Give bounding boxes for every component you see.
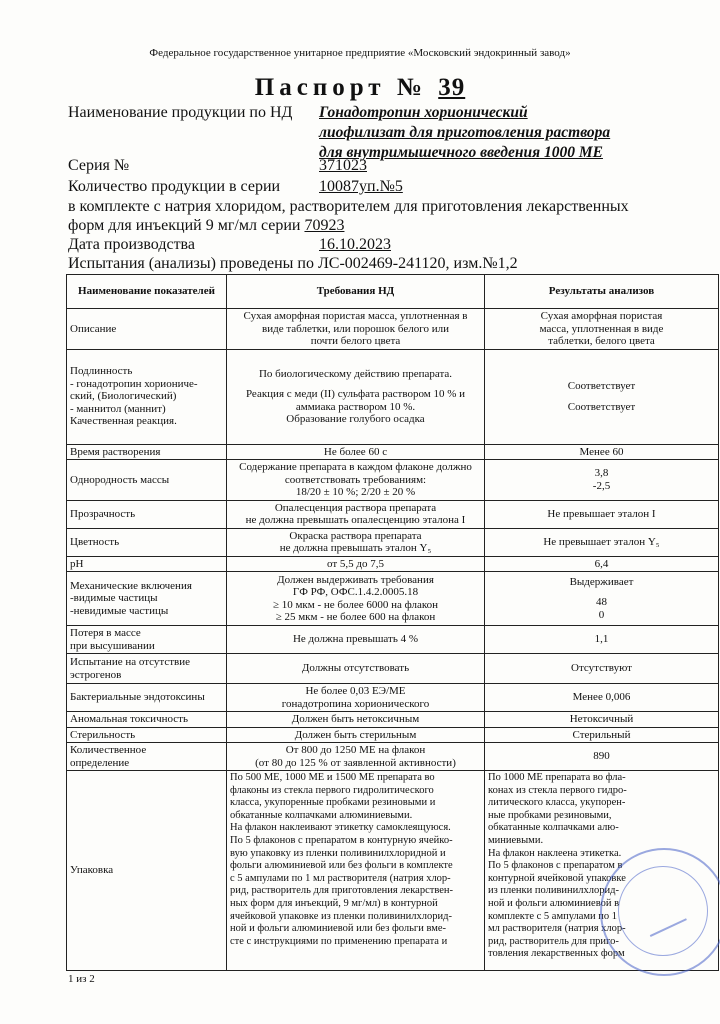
requirement-cell (227, 727, 485, 743)
result-cell (485, 444, 719, 460)
organization-name: Федеральное государственное унитарное предприятие «Московский эндокринный завод» (149, 47, 571, 59)
param-name-line: при высушивании (70, 639, 155, 652)
param-name-cell (67, 349, 227, 444)
kit-series: 70923 (304, 217, 345, 234)
result-line (488, 588, 715, 596)
result-line: Не превышает эталон I (547, 507, 656, 520)
requirement-line: сте с инструкциями по применению препарата и (230, 935, 448, 947)
requirement-line: с 5 ампулами по 1 мл растворителя (натрия хлор- (230, 872, 451, 884)
requirement-line: ных форм для инъекций, 9 мг/мл) в контурной (230, 897, 438, 909)
result-line: Не превышает эталон Y₅ (543, 535, 660, 548)
requirement-line: виде таблетки, или порошок белого или (262, 322, 449, 335)
result-cell (485, 727, 719, 743)
result-line: 3,8 (594, 467, 609, 480)
param-name-line: ский, (Биологический) (70, 390, 177, 403)
param-name-cell (67, 500, 227, 528)
param-name-line: Описание (70, 322, 117, 335)
production-date-value: 16.10.2023 (319, 236, 391, 253)
result-line: ные пробками резиновыми, (488, 809, 612, 821)
result-line: конах из стекла первого гидро- (488, 784, 627, 796)
requirement-cell (227, 500, 485, 528)
result-line: На флакон наклеена этикетка. (488, 847, 622, 859)
param-name-cell (67, 743, 227, 771)
requirement-line: Опалесценция раствора препарата (274, 501, 437, 514)
param-name-line: -видимые частицы (70, 592, 158, 605)
requirement-cell (227, 460, 485, 501)
table-row (67, 684, 719, 712)
series-label: Серия № (68, 157, 130, 174)
requirement-line: обкатанные колпачками алюминиевыми. (230, 809, 413, 821)
tests-text: Испытания (анализы) проведены по ЛС-002469-241120, изм.№1,2 (68, 255, 518, 272)
requirement-line: ной и фольги алюминиевой или без фольги вме- (230, 923, 447, 935)
requirement-line: ГФ РФ, ОФС.1.4.2.0005.18 (292, 586, 419, 598)
passport-number: 39 (438, 74, 466, 101)
title-prefix: Паспорт № (254, 74, 427, 101)
requirement-line: Должен быть стерильным (294, 728, 417, 741)
table-row (67, 712, 719, 728)
result-line: обкатанные колпачками алю- (488, 822, 619, 834)
param-name-cell (67, 572, 227, 626)
page-number: 1 из 2 (68, 973, 95, 985)
column-header: Наименование показателей (67, 275, 227, 309)
requirement-cell (227, 771, 485, 971)
result-line: Соответствует (567, 400, 636, 413)
table-row (67, 556, 719, 572)
requirement-line: По биологическому действию препарата. (258, 367, 453, 380)
param-name-cell (67, 712, 227, 728)
table-row (67, 743, 719, 771)
result-line: ной и фольги алюминиевой в (488, 897, 620, 909)
param-name-line: Однородность массы (70, 473, 170, 486)
requirement-line: почти белого цвета (310, 335, 401, 347)
result-line: 48 (596, 596, 607, 609)
requirement-cell (227, 528, 485, 556)
result-line: 1,1 (594, 633, 609, 646)
requirement-line: класса, укупоренные пробками резиновыми и (230, 797, 436, 809)
result-cell (485, 528, 719, 556)
result-line: Сухая аморфная пористая (540, 310, 663, 322)
requirement-cell (227, 654, 485, 684)
param-name-cell (67, 309, 227, 350)
table-row (67, 654, 719, 684)
result-line: масса, уплотненная в виде (539, 322, 664, 335)
requirement-line: Не более 60 с (323, 445, 388, 458)
quantity-label: Количество продукции в серии (68, 178, 281, 195)
result-cell (485, 712, 719, 728)
table-row (67, 309, 719, 350)
result-line: 0 (598, 608, 605, 621)
quantity-value: 10087уп.№5 (319, 178, 403, 195)
table-row (67, 528, 719, 556)
param-name-line: Качественная реакция. (70, 415, 177, 428)
seal-stamp (600, 848, 720, 976)
requirement-line: Реакция с меди (II) сульфата раствором 10 % и (245, 388, 466, 400)
requirement-cell (227, 626, 485, 654)
requirement-line: Должен быть нетоксичным (291, 713, 420, 725)
result-cell (485, 572, 719, 626)
requirement-line: не должна превышать эталон Y₅ (279, 542, 432, 554)
param-name-line: Испытание на отсутствие (70, 656, 190, 668)
product-name-line: Гонадотропин хорионический (319, 104, 528, 121)
result-line: Отсутствуют (571, 662, 632, 675)
result-line: 890 (593, 750, 610, 763)
requirement-line: На флакон наклеивают этикетку самоклеящуюся. (230, 822, 451, 834)
result-line: комплекте с 5 ампулами по 1 (488, 910, 618, 922)
param-name-line: Аномальная токсичность (70, 713, 188, 725)
result-cell (485, 626, 719, 654)
result-line: По 1000 МЕ препарата во фла- (488, 772, 626, 783)
result-line: Стерильный (572, 728, 631, 741)
param-name-line: Бактериальные эндотоксины (70, 691, 205, 704)
result-line: Выдерживает (569, 575, 634, 588)
requirement-line: Образование голубого осадка (286, 413, 425, 425)
requirement-line: аммиака раствором 10 %. (295, 400, 416, 413)
requirement-line: соответствовать требованиям: (284, 473, 427, 486)
result-line (488, 393, 715, 401)
param-name-cell (67, 444, 227, 460)
result-line: 6,4 (594, 557, 609, 570)
kit-text-prefix: форм для инъекций 9 мг/мл серии (68, 217, 301, 234)
result-line: литического класса, укупорен- (488, 797, 626, 809)
param-name-line: pH (70, 557, 84, 570)
requirement-line: ≥ 25 мкм - не более 600 на флакон (275, 611, 436, 623)
param-name-line: - гонадотропин хориониче- (70, 377, 198, 390)
result-line: По 5 флаконов с препаратом в (488, 860, 623, 872)
result-line: таблетки, белого цвета (548, 335, 655, 347)
table-row (67, 572, 719, 626)
result-line: контурной ячейковой упаковке (488, 872, 626, 884)
requirement-line: Содержание препарата в каждом флаконе должно (239, 461, 472, 473)
result-line: Менее 0,006 (572, 691, 631, 704)
result-cell (485, 654, 719, 684)
requirement-line: По 500 МЕ, 1000 МЕ и 1500 МЕ препарата во (230, 772, 435, 783)
requirement-line: ячейковой упаковке из пленки поливинилхлорид- (230, 910, 452, 922)
param-name-line: Количественное (70, 744, 147, 756)
requirement-cell (227, 684, 485, 712)
column-header: Результаты анализов (485, 275, 719, 309)
table-row (67, 626, 719, 654)
result-line: Менее 60 (579, 445, 624, 458)
requirement-line: ≥ 10 мкм - не более 6000 на флакон (272, 598, 439, 611)
requirement-line: фольги алюминиевой или без фольги в комплекте (230, 860, 453, 872)
requirement-cell (227, 572, 485, 626)
param-name-line: - маннитол (маннит) (70, 402, 166, 415)
passport-title (0, 74, 720, 102)
param-name-line: Время растворения (70, 445, 161, 458)
result-line: Соответствует (567, 380, 636, 392)
param-name-cell (67, 727, 227, 743)
requirement-line: от 5,5 до 7,5 (326, 557, 384, 570)
result-line: -2,5 (592, 479, 611, 492)
param-name-line: Стерильность (70, 728, 136, 741)
requirement-cell (227, 444, 485, 460)
production-date-label: Дата производства (68, 236, 195, 253)
requirement-line: (от 80 до 125 % от заявленной активности) (255, 756, 456, 769)
result-line: миниевыми. (488, 834, 544, 846)
result-cell (485, 743, 719, 771)
param-name-line: Потеря в массе (70, 627, 141, 639)
param-name-line: Подлинность (70, 365, 133, 378)
param-name-line: Упаковка (70, 864, 114, 877)
table-row (67, 500, 719, 528)
requirement-line: От 800 до 1250 МЕ на флакон (285, 744, 426, 756)
requirement-line (230, 380, 481, 388)
table-row (67, 349, 719, 444)
param-name-line: -невидимые частицы (70, 604, 169, 617)
param-name-cell (67, 684, 227, 712)
result-cell (485, 460, 719, 501)
table-row (67, 460, 719, 501)
table-row (67, 727, 719, 743)
result-cell (485, 684, 719, 712)
requirement-line: вую упаковку из пленки поливинилхлоридной и (230, 847, 446, 859)
product-name (319, 103, 610, 163)
requirement-cell (227, 712, 485, 728)
result-line: Нетоксичный (569, 713, 634, 725)
param-name-cell (67, 771, 227, 971)
requirement-cell (227, 349, 485, 444)
column-header: Требования НД (227, 275, 485, 309)
table-header-row (67, 275, 719, 309)
result-cell (485, 556, 719, 572)
product-label: Наименование продукции по НД (68, 104, 293, 121)
result-cell (485, 500, 719, 528)
requirement-cell (227, 743, 485, 771)
requirement-line: Сухая аморфная пористая масса, уплотненная в (243, 310, 468, 322)
series-value: 371023 (319, 157, 367, 174)
param-name-cell (67, 556, 227, 572)
result-line: из пленки поливинилхлорид- (488, 885, 619, 897)
param-name-line: эстрогенов (70, 668, 122, 681)
param-name-cell (67, 528, 227, 556)
requirement-line: 18/20 ± 10 %; 2/20 ± 20 % (295, 486, 416, 498)
kit-text: в комплекте с натрия хлоридом, растворителем для приготовления лекарственных (68, 198, 629, 215)
result-line: товления лекарственных форм (488, 948, 625, 960)
param-name-line: Механические включения (70, 579, 192, 592)
requirement-cell (227, 556, 485, 572)
requirement-line: Окраска раствора препарата (289, 529, 422, 542)
requirement-line: Не более 0,03 ЕЭ/МЕ (305, 685, 406, 697)
requirement-line: рид, растворитель для приготовления лекарствен- (230, 885, 453, 897)
kit-text-2 (68, 217, 344, 235)
result-cell (485, 309, 719, 350)
param-name-line: определение (70, 756, 130, 769)
param-name-cell (67, 626, 227, 654)
param-name-line: Цветность (70, 535, 120, 548)
result-cell (485, 349, 719, 444)
result-line: рид, растворитель для приго- (488, 935, 619, 947)
requirement-line: Должен выдерживать требования (277, 573, 434, 586)
param-name-cell (67, 460, 227, 501)
product-name-line: для внутримышечного введения 1000 МЕ (319, 144, 603, 161)
requirement-line: флаконы из стекла первого гидролитического (230, 784, 434, 796)
requirement-line: Должны отсутствовать (301, 662, 410, 675)
requirement-line: По 5 флаконов с препаратом в контурную ячейко- (230, 834, 453, 846)
result-line: мл растворителя (натрия хлор- (488, 923, 626, 935)
table-row (67, 444, 719, 460)
param-name-line: Прозрачность (70, 507, 136, 520)
requirement-line: не должна превышать опалесценцию эталона I (245, 514, 466, 526)
param-name-cell (67, 654, 227, 684)
product-name-line: лиофилизат для приготовления раствора (319, 124, 611, 141)
requirement-line: гонадотропина хорионического (281, 697, 430, 710)
requirement-line: Не должна превышать 4 % (292, 633, 419, 646)
requirement-cell (227, 309, 485, 350)
